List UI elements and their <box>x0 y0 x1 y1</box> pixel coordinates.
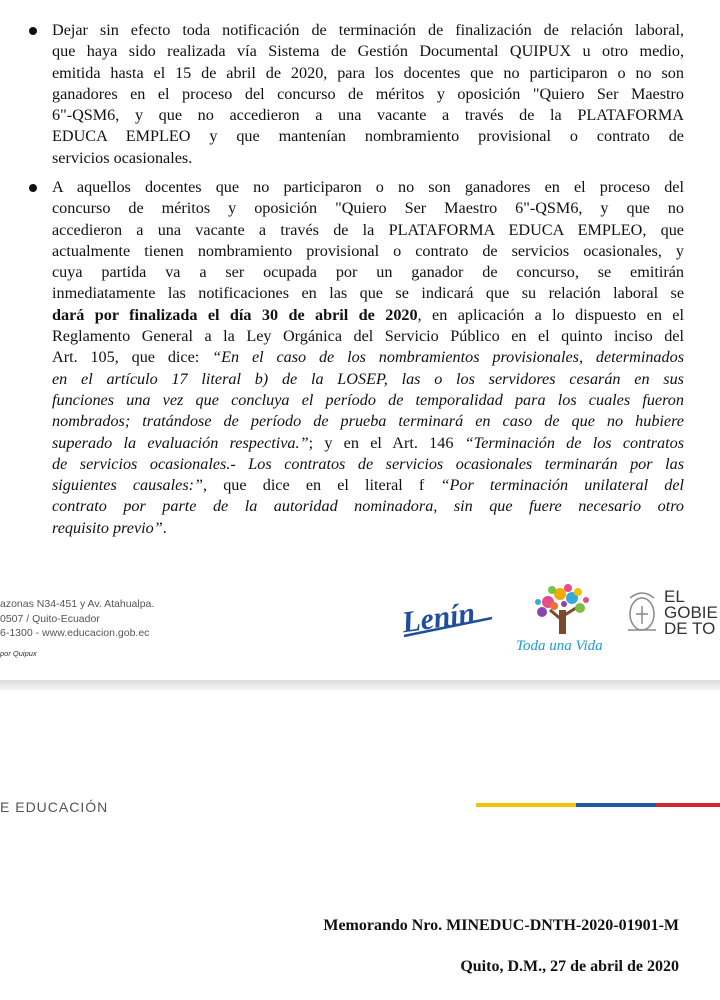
bullet-text-line: actualmente tienen nombramiento provisional o contrato de servicios ocasionales, y <box>52 241 684 260</box>
bullet-text-line <box>52 305 684 326</box>
bullet-item-revoke-notification <box>52 20 684 169</box>
bullet-text-line: concurso de méritos y oposición "Quiero Ser Maestro 6"-QSM6, y que no <box>52 199 684 218</box>
quipux-note: por Quipux <box>0 649 37 658</box>
gobierno-text: GOBIE <box>664 603 718 622</box>
toda-una-vida-text: Toda una Vida <box>516 638 603 654</box>
bullet-text-line: ganadores en el proceso del concurso de méritos y oposición "Quiero Ser Maestro <box>52 84 684 103</box>
bullet-text-line <box>52 475 684 496</box>
document-page-bottom <box>0 690 720 1000</box>
gobierno-text: EL <box>664 587 685 606</box>
text-run: , que dice en el literal f <box>203 476 441 495</box>
quote-run: siguientes causales:” <box>52 476 204 495</box>
bullet-text-line: 6"-QSM6, y que no accedieron a una vacante a través de la PLATAFORMA <box>52 106 684 125</box>
text-run: , en aplicación a lo dispuesto en el <box>417 305 684 324</box>
address-line: 6-1300 - www.educacion.gob.ec <box>0 627 150 639</box>
tree-icon <box>535 584 589 634</box>
bullet-text-line: servicios ocasionales. <box>52 148 193 167</box>
page-separator <box>0 680 720 690</box>
bullet-text-line: accedieron a una vacante a través de la PLATAFORMA EDUCA EMPLEO, que <box>52 220 684 239</box>
gobierno-text: DE TO <box>664 619 716 638</box>
bullet-text-line <box>52 347 684 368</box>
bullet-dot <box>29 27 37 35</box>
bullet-text-line: Dejar sin efecto toda notificación de terminación de finalización de relación laboral, <box>52 21 684 39</box>
bullet-text-line: que haya sido realizada vía Sistema de Gestión Documental QUIPUX u otro medio, <box>52 42 684 61</box>
lenin-logo-text: Lenín <box>399 596 478 640</box>
bullet-text-line: EDUCA EMPLEO y que mantenían nombramiento provisional o contrato de <box>52 127 684 146</box>
bullet-text-line: cuya partida va a ser ocupada por un ganador de concurso, se emitirán <box>52 263 684 282</box>
bullet-text-line: funciones una vez que concluya el período de temporalidad para los cuales fueron <box>52 390 684 409</box>
bullet-text-line <box>52 518 684 539</box>
quote-run: superado la evaluación respectiva.” <box>52 433 309 452</box>
bullet-text-line: contrato por parte de la autoridad nominadora, sin que fuere necesario otro <box>52 497 684 516</box>
bullet-text-line: inmediatamente las notificaciones en las que se indicará que su relación laboral se <box>52 284 684 303</box>
bullet-text-line: nombrados; tratándose de período de prueba terminará en caso de que no hubiere <box>52 412 684 431</box>
memo-number: Memorando Nro. MINEDUC-DNTH-2020-01901-M <box>323 917 679 934</box>
toda-una-vida-logo <box>508 580 618 656</box>
quote-run: “Por terminación unilateral del <box>440 476 685 495</box>
quote-run: “Terminación de los contratos <box>464 433 684 452</box>
bullet-text-line: A aquellos docentes que no participaron o no son ganadores en el proceso del <box>52 178 684 196</box>
coat-of-arms-icon <box>628 593 656 630</box>
bullet-text-line: emitida hasta el 15 de abril de 2020, para los docentes que no participaron o no son <box>52 63 684 82</box>
quote-run: “En el caso de los nombramientos provisionales, determinados <box>212 348 684 367</box>
bullet-item-termination-notice <box>52 177 684 539</box>
bullet-dot <box>29 184 37 192</box>
text-run: Art. 105, que dice: <box>52 348 213 367</box>
footer-address <box>0 597 190 641</box>
address-line: azonas N34-451 y Av. Atahualpa. <box>0 598 155 610</box>
gobierno-logo <box>622 584 720 648</box>
text-run: ; y en el Art. 146 <box>308 433 465 452</box>
memo-date: Quito, D.M., 27 de abril de 2020 <box>460 958 679 975</box>
flag-stripe-red <box>656 803 720 807</box>
flag-stripe-blue <box>576 803 656 807</box>
bullet-text-line: Reglamento General a la Ley Orgánica del Servicio Público en el quinto inciso del <box>52 327 684 346</box>
termination-date-emphasis: dará por finalizada el día 30 de abril de 2020 <box>52 305 418 324</box>
address-line: 0507 / Quito-Ecuador <box>0 612 100 625</box>
bullet-text-line: en el artículo 17 literal b) de la LOSEP, las o los servidores cesarán en sus <box>52 369 684 388</box>
bullet-text-line: de servicios ocasionales.- Los contratos de servicios ocasionales terminarán por las <box>52 454 684 473</box>
bullet-text-line <box>52 433 684 454</box>
lenin-logo <box>398 588 498 648</box>
flag-stripe-yellow <box>476 803 576 807</box>
ministry-header: E EDUCACIÓN <box>0 799 109 815</box>
quote-run: requisito previo” <box>52 518 163 537</box>
text-run: . <box>162 518 167 537</box>
